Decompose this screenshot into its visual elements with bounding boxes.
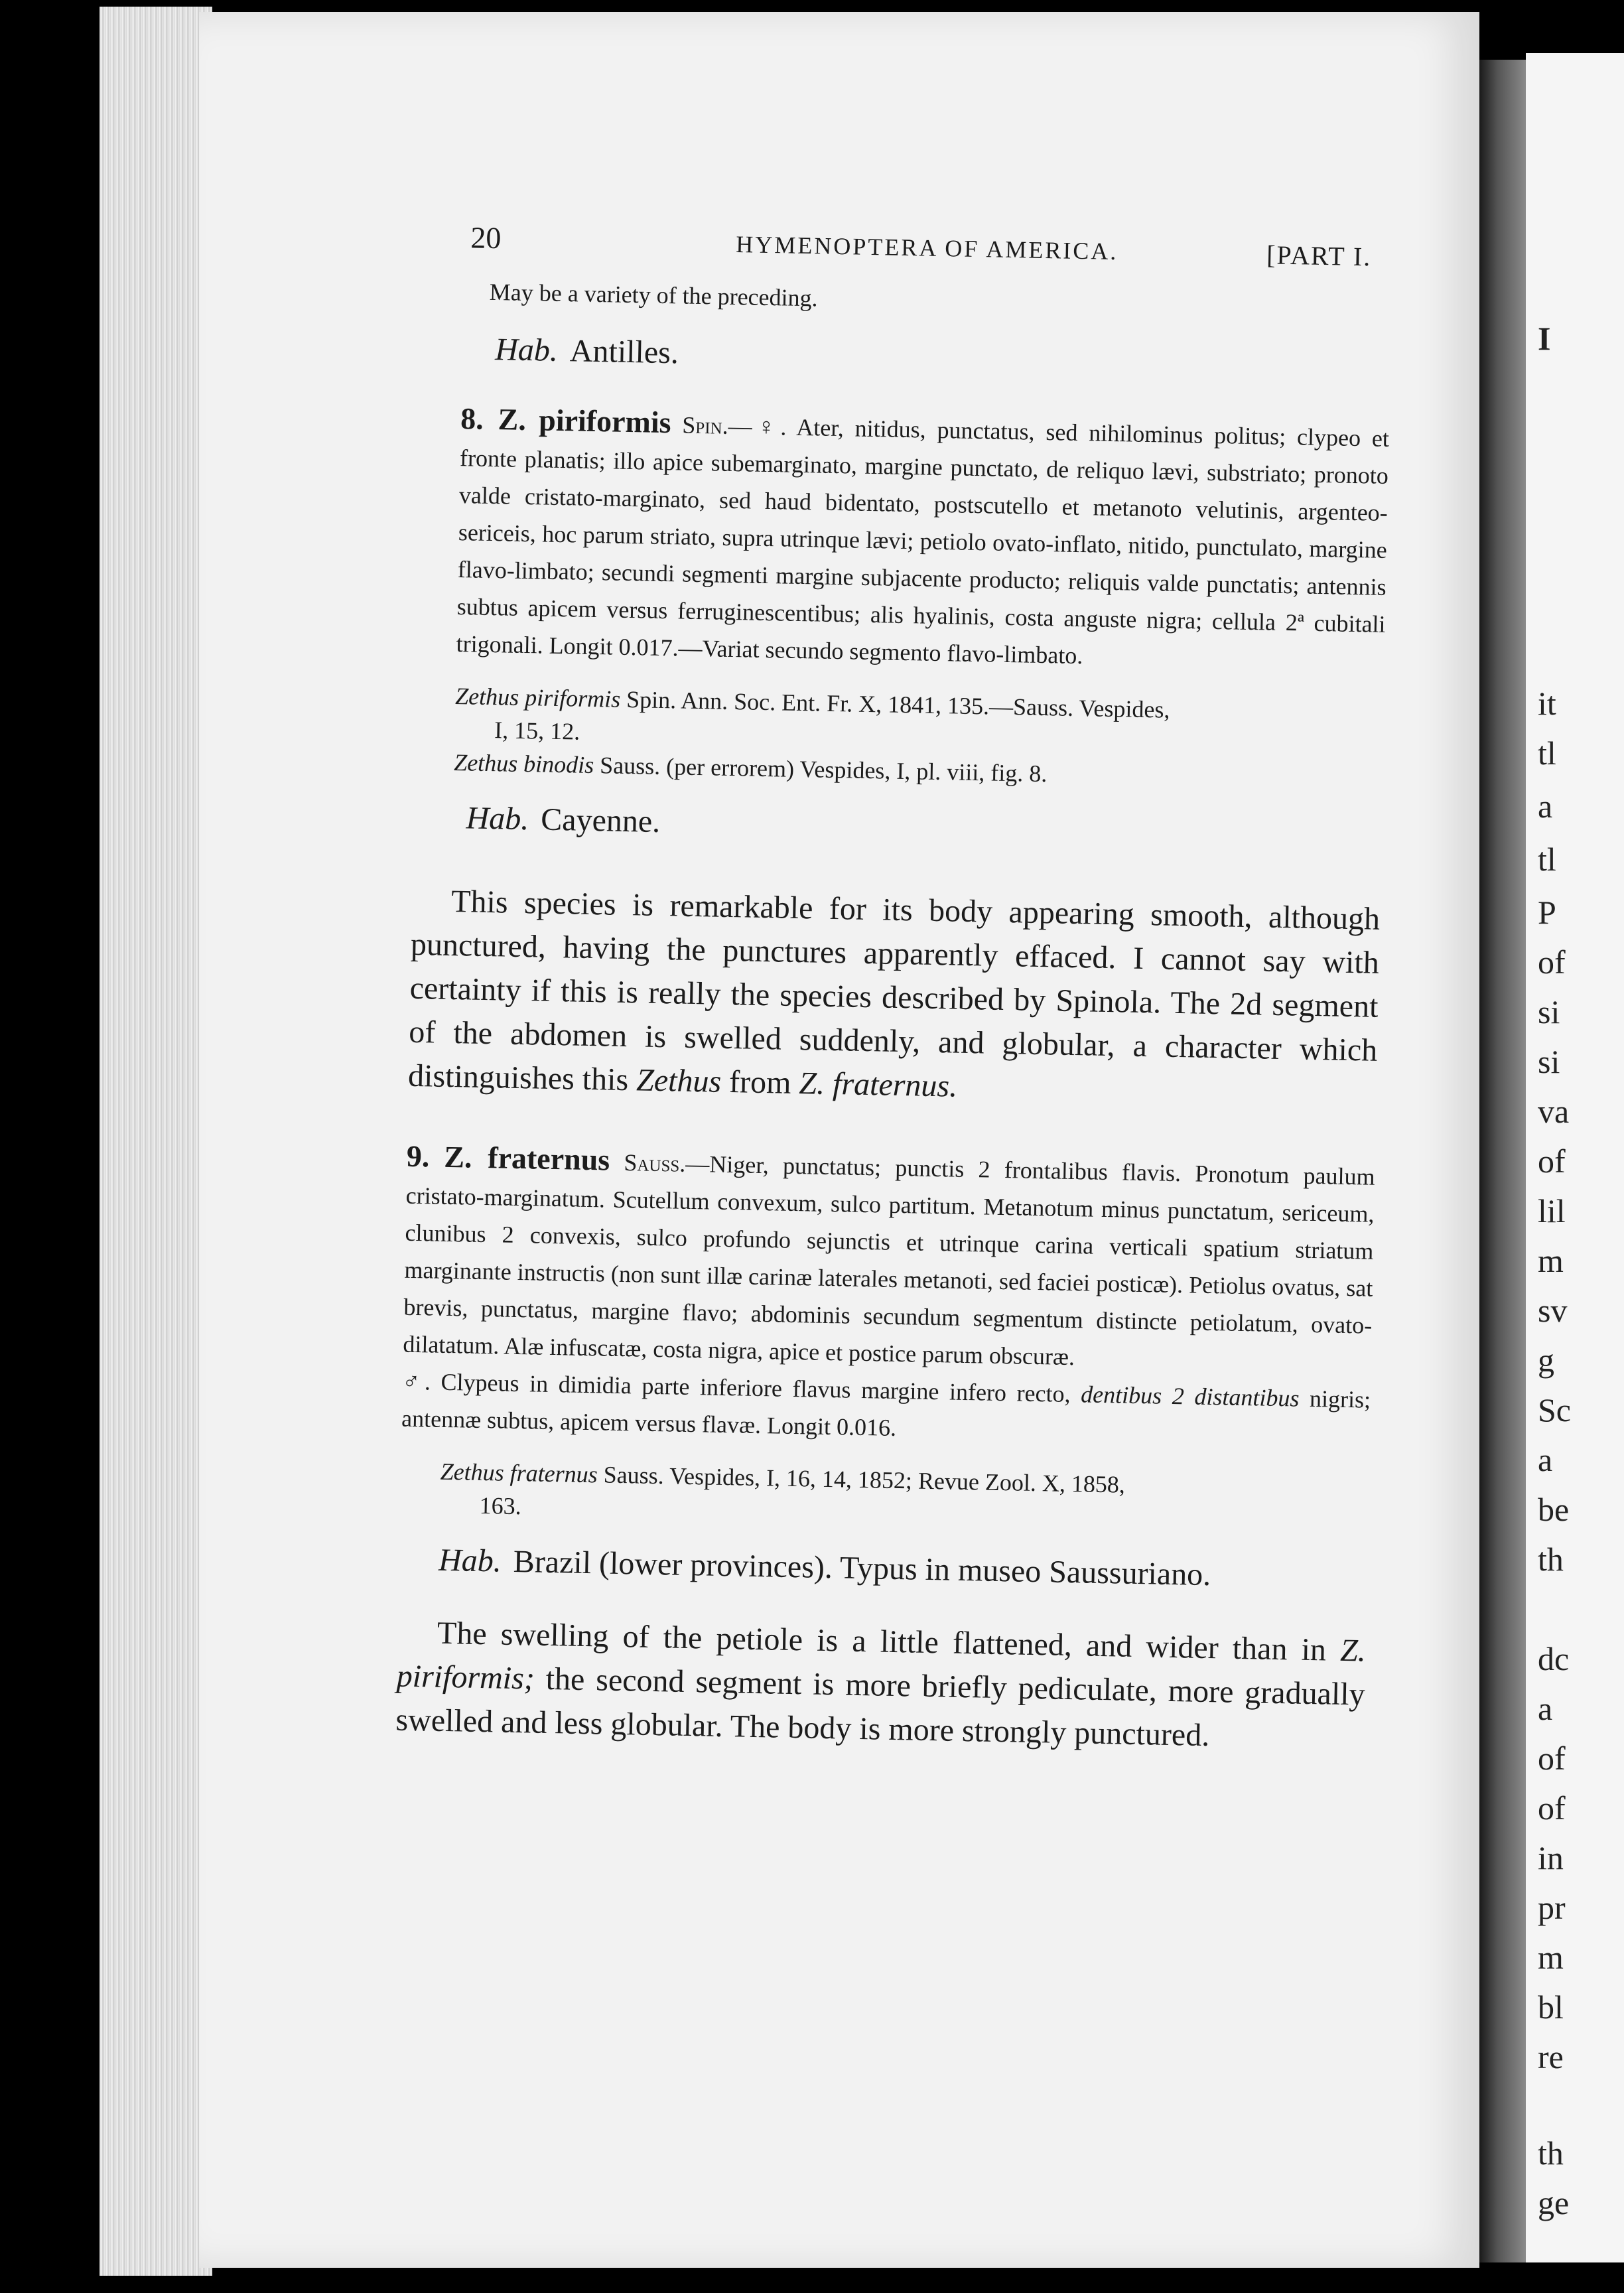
running-title: HYMENOPTERA OF AMERICA.	[735, 231, 1118, 265]
ref-citation-cont: 163.	[479, 1492, 522, 1520]
species-description: —Niger, punctatus; punctis 2 frontalibus flavis. Pronotum paulum cristato-marginatum. Scutellum convexum, sulco partitum. Metanotum minus punctatum, sericeum, clunibus 2 convexis, sulco profundo sejunctis et utrinque carina verticali spatium striatum marginante instructis (non sunt illæ carinæ laterales metanoti, sed faciei posticæ). Petiolus ovatus, sat brevis, punctatus, margine flavo; abdominis secundum segmentum distincte petiolatum, ovato-dilatatum. Alæ infuscatæ, costa nigra, apice et postice parum obscuræ.	[403, 1150, 1375, 1371]
remark-text: This species is remarkable for its body appearing smooth, although punctured, having the punctures apparently effaced. I cannot say with certainty if this is really the species described by Spinola. The 2d segment of the abdomen is swelled suddenly, and globular, a character which distinguishes this	[407, 883, 1381, 1098]
remark-text: The swelling of the petiole is a little flattened, and wider than in	[437, 1615, 1327, 1668]
facing-fragment: sv	[1538, 1292, 1568, 1329]
ref-citation: Sauss. Vespides, I, 16, 14, 1852; Revue Zool. X, 1858,	[603, 1461, 1126, 1498]
page-number: 20	[470, 220, 502, 255]
page-content	[395, 219, 1393, 1761]
facing-fragment: a	[1538, 1690, 1553, 1727]
remark-text-2: the second segment is more briefly pediculate, more gradually swelled and less globular. The body is more strongly punctured.	[395, 1661, 1366, 1754]
habitat-value: Cayenne.	[540, 801, 661, 839]
part-label: [PART I.	[1266, 240, 1372, 272]
male-symbol: ♂.	[401, 1367, 431, 1395]
ref-taxon: Zethus binodis	[453, 749, 594, 779]
ref-citation-cont: I, 15, 12.	[494, 717, 580, 745]
facing-fragment: dc	[1538, 1640, 1570, 1677]
facing-fragment: a	[1538, 788, 1553, 825]
facing-fragment: re	[1538, 2038, 1564, 2075]
species-8-entry	[416, 399, 1389, 680]
book-gutter-shadow	[1479, 60, 1526, 2262]
facing-fragment: va	[1538, 1093, 1570, 1130]
ref-citation: Sauss. (per errorem) Vespides, I, pl. viii, fig. 8.	[599, 752, 1048, 788]
facing-fragment: pr	[1538, 1889, 1566, 1926]
facing-fragment: ge	[1538, 2184, 1570, 2221]
remark-species: Z. fraternus.	[798, 1066, 958, 1104]
facing-fragment: tl	[1538, 734, 1556, 772]
remark-species: Z. piriformis;	[396, 1632, 1367, 1697]
facing-fragment: g	[1538, 1342, 1554, 1379]
ref-citation: Spin. Ann. Soc. Ent. Fr. X, 1841, 135.—Sauss. Vespides,	[626, 685, 1170, 723]
ref-taxon: Zethus fraternus	[440, 1458, 598, 1488]
habitat-value: Antilles.	[569, 333, 679, 371]
hab-label: Hab.	[494, 332, 559, 368]
species-author: Spin.	[682, 411, 729, 439]
facing-fragment: Sc	[1538, 1391, 1571, 1428]
facing-fragment: a	[1538, 1441, 1553, 1478]
remark-genus: Zethus	[636, 1062, 722, 1099]
intro-note: May be a variety of the preceding.	[489, 278, 818, 312]
male-text: Clypeus in dimidia parte inferiore flavus margine infero recto,	[440, 1368, 1071, 1408]
facing-fragment: th	[1538, 1541, 1564, 1578]
facing-fragment: si	[1538, 993, 1560, 1030]
facing-fragment: P	[1538, 894, 1556, 931]
hab-label: Hab.	[438, 1542, 502, 1579]
facing-fragment: bl	[1538, 1988, 1564, 2026]
remark-paragraph	[395, 1611, 1367, 1761]
facing-fragment: of	[1538, 1740, 1566, 1777]
facing-fragment: tl	[1538, 841, 1556, 878]
facing-fragment: I	[1538, 320, 1551, 357]
male-text-2: nigris; antennæ subtus, apicem versus flavæ. Longit 0.016.	[401, 1385, 1371, 1441]
hab-label: Hab.	[466, 800, 529, 837]
species-name: Z. fraternus	[443, 1139, 610, 1177]
facing-fragment: be	[1538, 1491, 1570, 1528]
facing-fragment: m	[1538, 1242, 1564, 1279]
species-author: Sauss.	[624, 1149, 686, 1177]
species-number: 9.	[406, 1139, 430, 1174]
species-9-entry	[403, 1138, 1375, 1381]
male-italic: dentibus 2 distantibus	[1080, 1381, 1300, 1412]
facing-fragment: of	[1538, 1143, 1566, 1180]
facing-fragment: lil	[1538, 1192, 1566, 1229]
facing-fragment: it	[1538, 685, 1556, 722]
species-description: —♀. Ater, nitidus, punctatus, sed nihilominus politus; clypeo et fronte planatis; illo apice subemarginato, margine punctato, de reliquo lævi, substriato; pronoto valde cristato-marginato, sed haud bidentato, postscutello et metanoto velutinis, argenteo-sericeis, hoc parum striato, supra utrinque lævi; petiolo ovato-inflato, nitido, punctulato, margine flavo-limbato; secundi segmenti margine subjacente producto; reliquis valde punctatis; antennis subtus apicem versus ferruginescentibus; alis hyalinis, costa anguste nigra; cellula 2ª cubitali trigonali. Longit 0.017.—Variat secundo segmento flavo-limbato.	[456, 412, 1390, 669]
ref-taxon: Zethus piriformis	[454, 683, 621, 713]
remark-from: from	[728, 1064, 791, 1101]
species-name: Z. piriformis	[498, 402, 672, 440]
facing-fragment: of	[1538, 943, 1566, 981]
book-page-edges	[100, 7, 212, 2276]
facing-fragment: si	[1538, 1043, 1560, 1080]
species-number: 8.	[460, 401, 484, 436]
facing-page-fragment	[1526, 53, 1624, 2262]
habitat-value: Brazil (lower provinces). Typus in museo Saussuriano.	[513, 1543, 1211, 1593]
facing-fragment: in	[1538, 1839, 1564, 1876]
facing-fragment: th	[1538, 2134, 1564, 2172]
facing-fragment: m	[1538, 1939, 1564, 1976]
facing-fragment: of	[1538, 1789, 1566, 1827]
remark-paragraph	[408, 879, 1381, 1117]
